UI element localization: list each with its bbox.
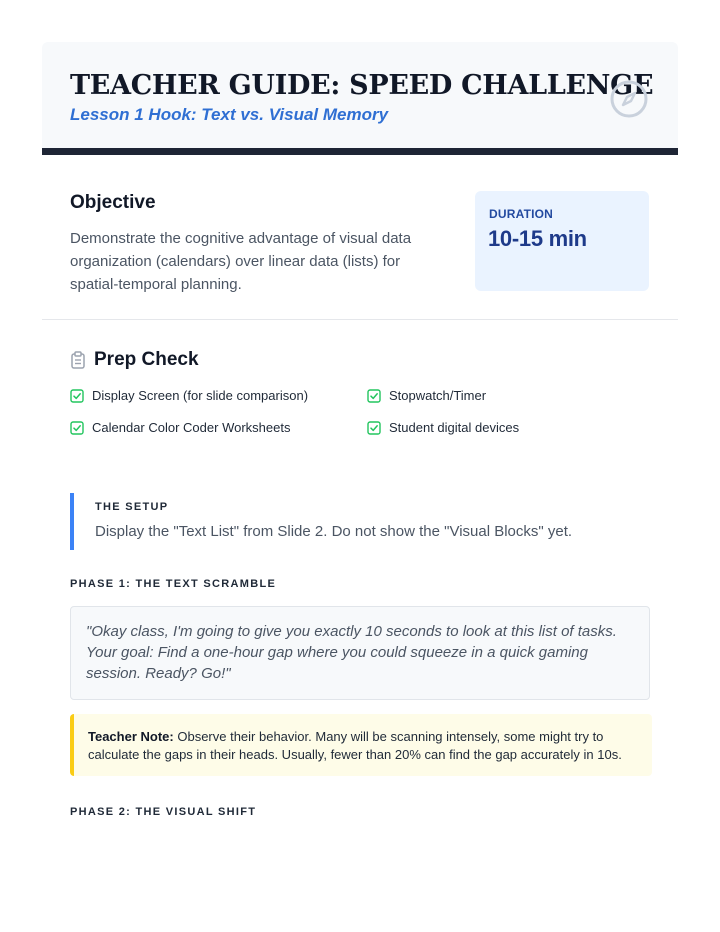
duration-card [475,191,649,291]
header [42,42,678,155]
prep-item-label: Stopwatch/Timer [389,388,487,403]
page-title: TEACHER GUIDE: SPEED CHALLENGE [70,70,654,101]
checkbox-checked-icon [367,389,381,403]
prep-item-label: Student digital devices [389,420,520,435]
checkbox-checked-icon [70,421,84,435]
phase-2-label: PHASE 2: THE VISUAL SHIFT [70,806,257,818]
setup-callout [70,493,634,550]
prep-item-label: Display Screen (for slide comparison) [92,388,309,403]
duration-value: 10-15 min [488,226,587,251]
teacher-note-label: Teacher Note: [88,729,174,744]
setup-label: THE SETUP [95,501,169,513]
objective-section [70,192,430,296]
prep-item [367,420,519,435]
prep-item-label: Calendar Color Coder Worksheets [92,420,291,435]
script-quote-text: "Okay class, I'm going to give you exactly 10 seconds to look at this list of tasks. Your goal: Find a one-hour gap where you could squeeze in a quick gaming session. Ready? Go!" [86,623,617,682]
checkbox-checked-icon [367,421,381,435]
teacher-note-box [70,714,652,776]
script-quote-box [70,606,650,700]
prep-heading: Prep Check [94,349,199,370]
teacher-note-text: Observe their behavior. Many will be scanning intensely, some might try to calculate the gaps in their heads. Usually, fewer than 20% can find the gap accurately in 10s. [88,729,622,762]
header-divider-bar [42,148,678,155]
prep-item [367,388,486,403]
clipboard-icon [70,351,86,369]
section-divider [42,319,678,320]
prep-item [70,420,290,435]
phase-1-label: PHASE 1: THE TEXT SCRAMBLE [70,578,277,590]
teacher-note [88,728,644,764]
setup-text: Display the "Text List" from Slide 2. Do not show the "Visual Blocks" yet. [95,523,573,540]
duration-label: DURATION [489,207,554,221]
objective-heading: Objective [70,192,156,213]
objective-text: Demonstrate the cognitive advantage of visual data organization (calendars) over linear data (lists) for spatial-temporal planning. [70,230,412,293]
compass-icon [609,79,649,119]
prep-heading-row [70,349,199,371]
teacher-guide-page [42,42,678,818]
prep-item [70,388,308,403]
checkbox-checked-icon [70,389,84,403]
page-subtitle: Lesson 1 Hook: Text vs. Visual Memory [70,105,389,124]
